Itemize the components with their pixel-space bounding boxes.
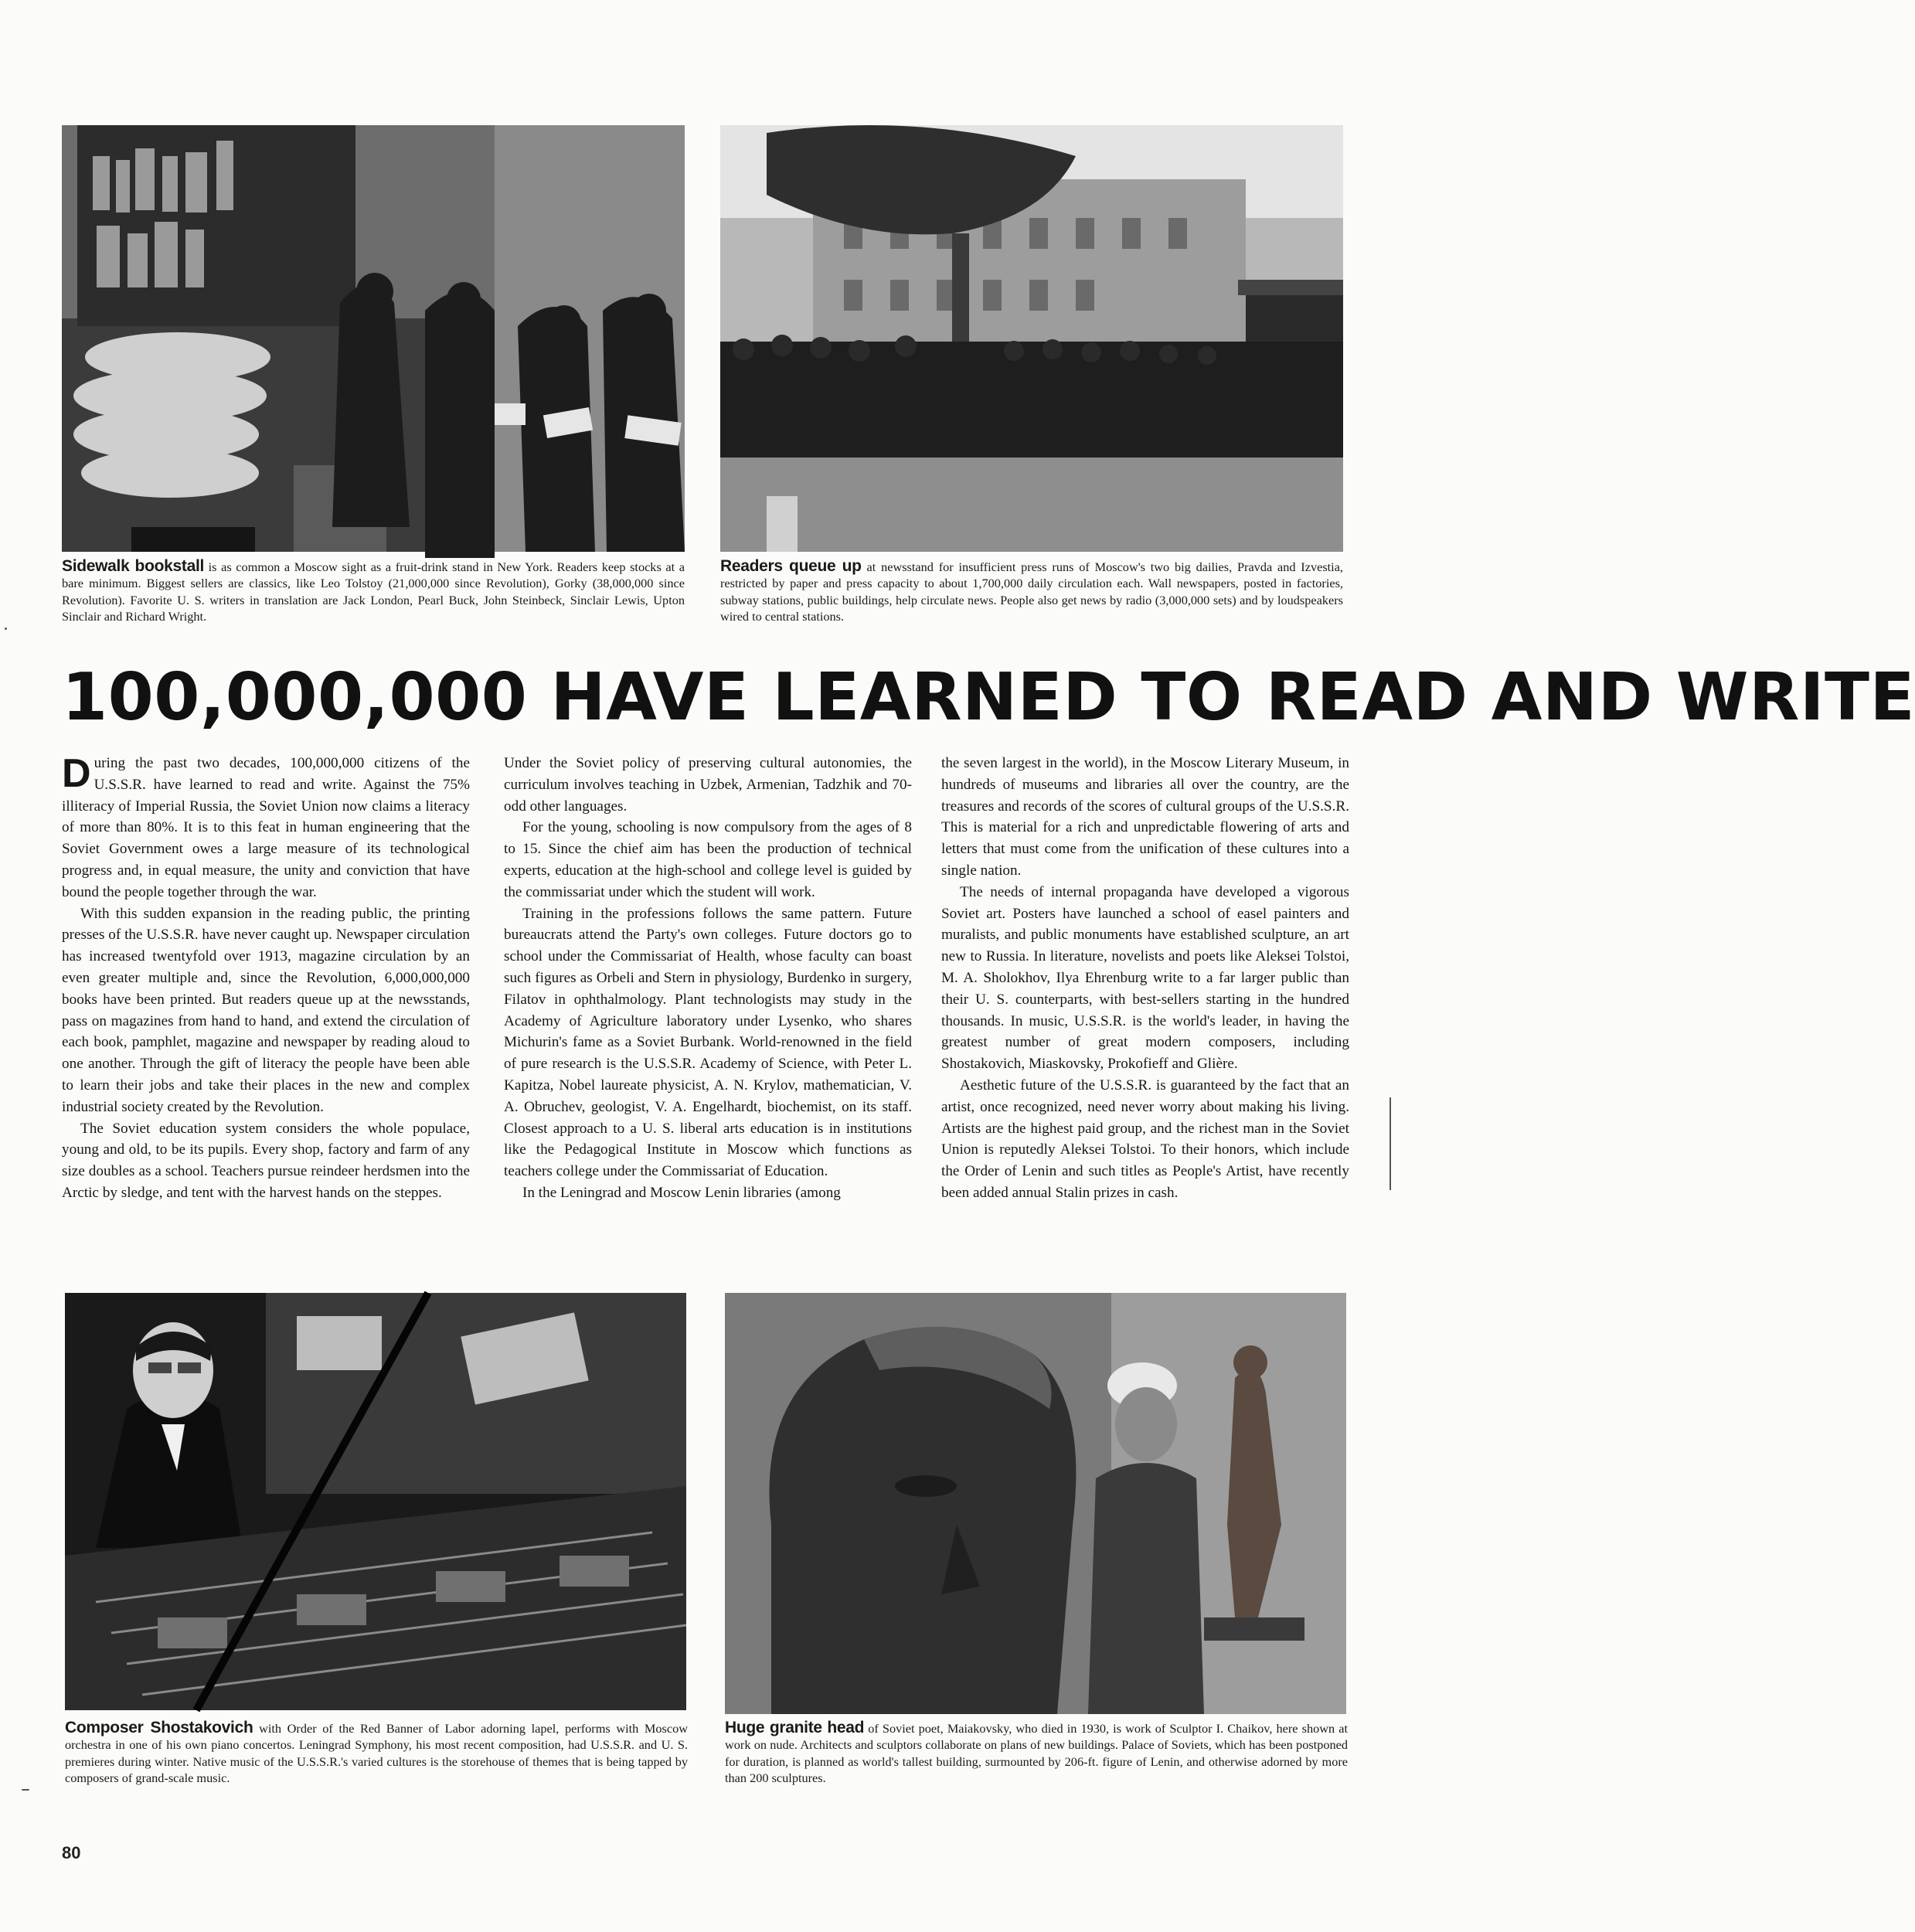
article-column-1	[62, 753, 470, 1286]
queue-image	[720, 125, 1343, 552]
article-paragraph: the seven largest in the world), in the Moscow Literary Museum, in hundreds of museums and libraries all over the country, are the treasures and records of the scores of cultural groups of the U.S.S.R. This is material for a rich and unpredictable flowering of arts and letters that must come from the unification of these cultures into a single nation.	[941, 755, 1349, 879]
caption-granite-head	[725, 1719, 1348, 1787]
article-paragraph: The needs of internal propaganda have developed a vigorous Soviet art. Posters have launched a school of easel painters and muralists, and public monuments have established sculpture, an art new to Russia. In literature, novelists and poets like Aleksei Tolstoi, M. A. Sholokhov, Ilya Ehrenburg write to a far larger public than their U. S. counterparts, with best-sellers starting in the hundred thousands. In music, U.S.S.R. is the world's leader, in having the greatest number of great modern composers, including Shostakovich, Miaskovsky, Prokofieff and Glière.	[941, 883, 1349, 1073]
page-number: 80	[62, 1843, 81, 1862]
article-column-2	[504, 753, 912, 1286]
scan-speck	[1389, 1097, 1391, 1190]
caption-composer-shostakovich	[65, 1719, 688, 1787]
article-paragraph: Under the Soviet policy of preserving cultural autonomies, the curriculum involves teaching in Uzbek, Armenian, Tadzhik and 70-odd other languages.	[504, 755, 912, 815]
caption-text: of Soviet poet, Maiakovsky, who died in 1930, is work of Sculptor I. Chaikov, here shown at work on nude. Architects and sculptors collaborate on plans of new buildings. Palace of Soviets, which has been postponed for duration, is planned as world's tallest building, surmounted by 206-ft. figure of Lenin, and otherwise adorned by more than 200 sculptures.	[725, 1721, 1348, 1786]
bookstall-image	[62, 125, 685, 552]
article-paragraph: The Soviet education system considers the whole populace, young and old, to be its pupils. Every shop, factory and farm of any size doubles as a school. Teachers pursue reindeer herdsmen into the Arctic by sledge, and tent with the harvest hands on the steppes.	[62, 1120, 470, 1201]
photo-readers-queue	[720, 125, 1343, 552]
article-paragraph: Aesthetic future of the U.S.S.R. is guaranteed by the fact that an artist, once recognized, need never worry about making his living. Artists are the highest paid group, and the richest man in the Soviet Union is reputedly Aleksei Tolstoi. To their honors, which include the Order of Lenin and such titles as People's Artist, have recently been added annual Stalin prizes in cash.	[941, 1077, 1349, 1201]
article-paragraph: Training in the professions follows the same pattern. Future bureaucrats attend the Party's own colleges. Future doctors go to school under the Commissariat of Health, whose faculty can boast such figures as Orbeli and Stern in physiology, Burdenko in surgery, Filatov in ophthalmology. Plant technologists may study in the Academy of Agriculture laboratory under Lysenko, who shares Michurin's fame as a Soviet Burbank. World-renowned in the field of pure research is the U.S.S.R. Academy of Science, with Peter L. Kapitza, Nobel laureate physicist, A. N. Krylov, mathematician, V. A. Obruchev, geologist, V. A. Engelhardt, biochemist, on its staff. Closest approach to a U. S. liberal arts education is in institutions like the Pedagogical Institute in Moscow which functions as teachers college under the Commissariat of Education.	[504, 905, 912, 1180]
photo-sidewalk-bookstall	[62, 125, 685, 552]
article-paragraph: In the Leningrad and Moscow Lenin libraries (among	[522, 1184, 841, 1201]
caption-readers-queue	[720, 558, 1343, 625]
caption-lead: Huge granite head	[725, 1719, 865, 1736]
article-paragraph: For the young, schooling is now compulsory from the ages of 8 to 15. Since the chief aim has been the production of technical experts, education at the high-school and college level is guided by the commissariat under which the student will work.	[504, 819, 912, 900]
article-paragraph: During the past two decades, 100,000,000 citizens of the U.S.S.R. have learned to read and write. Against the 75% illiteracy of Imperial Russia, the Soviet Union now claims a literacy of more than 80%. It is to this feat in human engineering that the Soviet Government owes a large measure of its technological progress and, in equal measure, the unity and conviction that have bound the people together through the war.	[62, 751, 470, 900]
caption-text: is as common a Moscow sight as a fruit-drink stand in New York. Readers keep stocks at a bare minimum. Biggest sellers are classics, like Leo Tolstoy (21,000,000 since Revolution), Gorky (38,000,000 since Revolution). Favorite U. S. writers in translation are Jack London, Pearl Buck, John Steinbeck, Sinclair Lewis, Upton Sinclair and Richard Wright.	[62, 560, 685, 624]
caption-lead: Composer Shostakovich	[65, 1719, 253, 1736]
caption-lead: Sidewalk bookstall	[62, 557, 205, 575]
article-paragraph: With this sudden expansion in the reading public, the printing presses of the U.S.S.R. have never caught up. Newspaper circulation has increased twentyfold over 1913, magazine circulation by an even greater multiple and, since the Revolution, 6,000,000,000 books have been printed. But readers queue up at the newsstands, pass on magazines from hand to hand, and extend the circulation of each book, pamphlet, magazine and newspaper by reading aloud to one another. Through the gift of literacy the people have been able to learn their jobs and take their places in the new and complex industrial society created by the Revolution.	[62, 905, 470, 1115]
drop-cap: D	[62, 751, 91, 796]
caption-text: at newsstand for insufficient press runs of Moscow's two big dailies, Pravda and Izvestia, restricted by paper and press capacity to about 1,700,000 daily circulation each. Wall newspapers, posted in factories, subway stations, public buildings, help circulate news. People also get news by radio (3,000,000 sets) and by loudspeakers wired to central stations.	[720, 560, 1343, 624]
photo-composer-shostakovich	[65, 1293, 686, 1710]
caption-text: with Order of the Red Banner of Labor adorning lapel, performs with Moscow orchestra in one of his own piano concertos. Leningrad Symphony, his most recent composition, had U.S.S.R. and U. S. premieres during winter. Native music of the U.S.S.R.'s varied cultures is the storehouse of themes that is being tapped by composers of grand-scale music.	[65, 1721, 688, 1786]
photo-granite-head	[725, 1293, 1346, 1714]
caption-lead: Readers queue up	[720, 557, 862, 575]
scan-speck	[5, 628, 7, 630]
article-headline: 100,000,000 HAVE LEARNED TO READ AND WRITE	[62, 659, 1915, 736]
caption-sidewalk-bookstall	[62, 558, 685, 625]
article-column-3	[941, 753, 1349, 1286]
composer-image	[65, 1293, 686, 1710]
scan-speck	[22, 1789, 29, 1791]
granite-head-image	[725, 1293, 1346, 1714]
